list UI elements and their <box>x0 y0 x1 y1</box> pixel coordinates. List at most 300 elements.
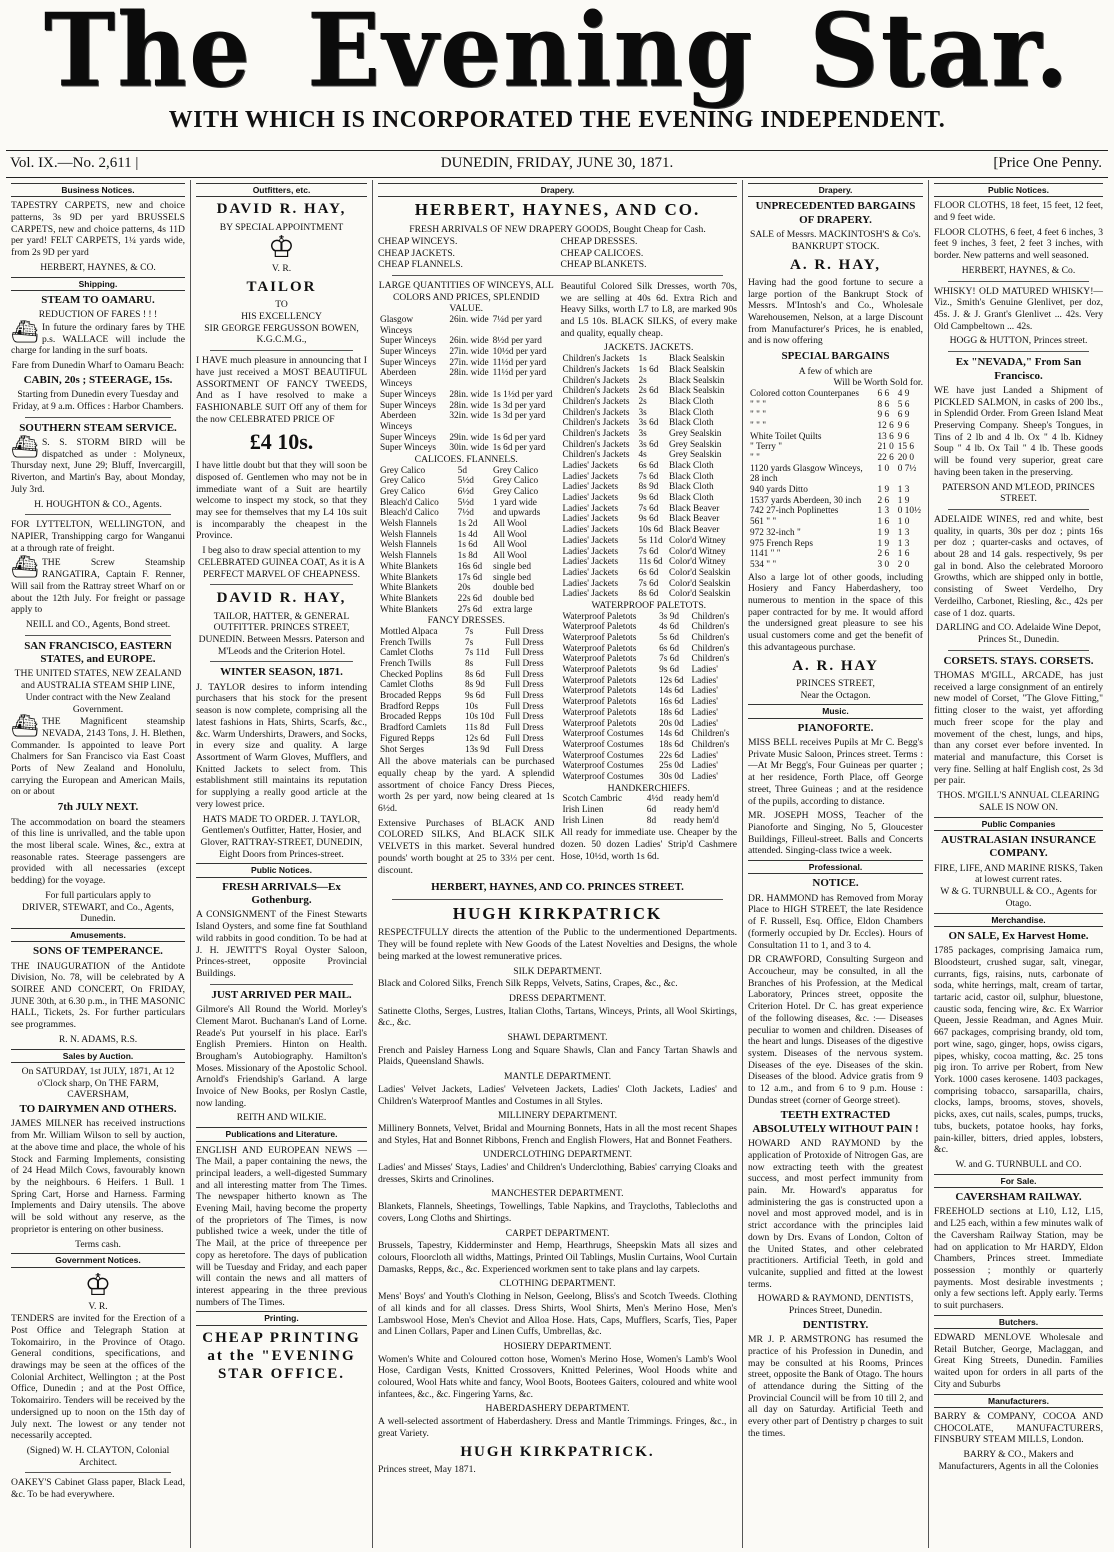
table-row <box>561 708 738 719</box>
ad-text: SALE of Messrs. MACKINTOSH'S & Co's. BANKRUPT STOCK. <box>750 229 921 252</box>
ad-text: The accommodation on board the steamers of this line is unrivalled, and the table upon the most liberal scale. Wines, &c., extra at reasonable rates. Steerage passengers are provided with all necessaries (except bedding) for the voyage. <box>11 816 185 887</box>
department-heading: HABERDASHERY DEPARTMENT. <box>485 1403 630 1415</box>
department-text: Black and Colored Silks, French Silk Repps, Velvets, Satins, Crapes, &c., &c. <box>378 978 678 990</box>
ad-heading: ON SALE, Ex Harvest Home. <box>948 929 1089 942</box>
table-cell: 9s 6d <box>638 493 659 504</box>
table-row <box>378 519 555 530</box>
table-cell: single bed <box>493 572 531 583</box>
table-cell: " " " <box>750 420 767 431</box>
table-row <box>378 540 555 551</box>
table-row <box>378 315 555 336</box>
table-row <box>748 410 923 421</box>
table-cell: Ladies' Jackets <box>562 525 619 536</box>
table-cell: Camlet Cloths <box>380 680 434 691</box>
ad-text: J. TAYLOR desires to inform intending purchasers that his stock for the present season is now complete, comprising all the latest fashions in Hats, Shirts, Scarfs, &c., &c. Warm Undershirts, Drawers, and Socks, in every size and quality. A large Assortment of Warm Gloves, Mufflers, and Knitted Jackets to select from. This establishment still maintains its reputation for supplying a really good article at the very lowest price. <box>196 681 367 810</box>
table-cell: Black Cloth <box>669 471 714 482</box>
table-cell: 8s <box>465 659 474 670</box>
ad-heading: FRESH ARRIVALS—Ex Gothenburg. <box>222 880 341 907</box>
table-cell: 1 3 <box>877 506 890 517</box>
ad-heading: JUST ARRIVED PER MAIL. <box>211 988 352 1001</box>
table-cell: Full Dress <box>505 626 544 637</box>
table-cell: 8 6 <box>877 399 890 410</box>
table-row <box>748 421 923 432</box>
table-cell: Grey Sealskin <box>669 428 722 439</box>
table-cell: All Wool <box>493 540 527 551</box>
table-cell: Black Sealskin <box>669 364 725 375</box>
table-cell: Ladies' Jackets <box>562 461 619 471</box>
ad-heading: CORSETS. STAYS. CORSETS. <box>943 654 1094 667</box>
table-cell: 11s 8d <box>465 723 490 734</box>
table-cell: White Blankets <box>380 572 438 583</box>
table-cell: 22s 6d <box>659 750 684 761</box>
section-header: Printing. <box>196 1311 367 1325</box>
departments-list <box>378 966 737 1440</box>
ad-text: WE have just Landed a Shipment of PICKLED SALMON, in casks of 200 lbs., in Splendid Order. From Green Island Meat Preserving Company. Sheep's Tongues, in Tins of 2 lb and 4 lb. Ox " 4 lb. Kidney Soup " 4 lb. Ox Tail " 4 lb. These goods will be found very superior, great care having been taken in the preserving. <box>934 384 1103 478</box>
table-cell: White Blankets <box>380 561 438 572</box>
masthead-title <box>0 0 1114 110</box>
table-cell: Ladies' Jackets <box>562 493 619 504</box>
ad-heading: DAVID R. HAY, <box>216 201 347 218</box>
ad-text: I have little doubt but that they will soon be disposed of. Gentlemen who may not be in immediate want of a Suit are heartily welcome to inspect my stock, so that they may see for themselves that my L4 10s suit is incomparably the cheapest in the Province. <box>196 460 367 542</box>
table-cell: 10½d per yard <box>492 347 547 358</box>
table-row <box>561 408 738 419</box>
table-cell: 30in. wide <box>449 443 489 454</box>
table-row <box>748 432 923 443</box>
table-cell: 742 27-inch Poplinettes <box>750 506 839 517</box>
table-cell: Full Dress <box>505 659 544 670</box>
column-1 <box>6 180 191 1548</box>
table-row <box>561 654 738 665</box>
table-cell: Black Beaver <box>669 503 720 514</box>
table-cell: Black Cloth <box>669 461 714 471</box>
table-cell: 8s 9d <box>465 680 485 691</box>
table-cell: 1 9 <box>897 495 910 506</box>
department-text: Blankets, Flannels, Sheetings, Towellings, Table Napkins, and Traycloths, Tablecloths and covers, Long Cloths and Shirtings. <box>378 1201 737 1224</box>
section-header: Public Companies <box>934 817 1103 831</box>
table-cell: 13 6 <box>877 431 894 442</box>
table-cell: 20 0 <box>897 453 915 464</box>
ad-heading: UNPRECEDENTED BARGAINS OF DRAPERY. <box>755 200 916 226</box>
table-row <box>561 450 738 461</box>
table-row <box>561 665 738 676</box>
ad-text: HOWARD AND RAYMOND by the application of Protoxide of Nitrogen Gas, are now extracting teeth with the greatest success, and most perfect immunity from pain. Mr. Howard's apparatus for administering the gas is constructed upon a novel and most approved model, and is in strict accordance with the principles laid down by Drs. Evans of London, Colton of the United States, and other celebrated practitioners. Artificial Teeth, in gold and vulcanite, supplied and fitted at the lowest terms. <box>748 1138 923 1290</box>
list-item: CHEAP JACKETS. <box>378 247 455 259</box>
ad-text: PRINCES STREET, <box>796 677 875 689</box>
table-cell: 9 6 <box>897 431 910 442</box>
section-header: Butchers. <box>934 1315 1103 1329</box>
price-text: £4 10s. <box>249 429 314 455</box>
ad-text: All ready for immediate use. Cheaper by the dozen. 50 dozen Ladies' Strip'd Cashmere Hose, 10½d, worth 1s 6d. <box>560 827 737 862</box>
table-cell: Super Winceys <box>380 400 436 411</box>
table-row <box>561 816 738 827</box>
table-row <box>561 633 738 644</box>
ad-text: V. R. <box>88 1300 108 1312</box>
table-cell: Ladies' Jackets <box>562 589 619 600</box>
ad-text: JAMES MILNER has received instructions from Mr. William Wilson to sell by auction, at the above time and place, the whole of his Stock and Farming Implements, consisting of 24 Head Milch Cows, favourably known by the neighbours. 6 Heifers. 1 Bull. 1 Spring Cart, Horse and Harness. Farming Implements and Dairy utensils. The above will be sold without any reserve, as the proprietor is entering on other business. <box>11 1118 185 1235</box>
bargains-table <box>748 389 923 571</box>
table-cell: Ladies' <box>691 761 718 772</box>
ad-text: 1785 packages, comprising Jamaica rum, Bloodsteurt, crushed sugar, salt, vinegar, currants, figs, raisins, nuts, carbonate of soda, white herrings, malt, cream of tartar, tartaric acid, castor oil, sulphur, bluestone, caustic soda, fencing wire, &c. Ex Warrior Queen, Jessie Readman, and Agnes Muir. 667 packages, comprising brandy, old tom, port wine, sago, ginger, hops, owiss cigars, pipes, whisky, cocoa matting, &c. 25 tons pig iron. To arrive per Robert, from New York. 1000 cases kerosene. 1403 packages, comprising tobacco, sarsaparilla, chairs, clocks, lamps, brooms, stoves, shovels, picks, axes, cut nails, scales, pumps, trucks, tubs, buckets, potatoe hooks, hay forks, pain-killer, bitters, dried apples, lobsters, &c. <box>934 945 1103 1156</box>
table-row <box>561 376 738 387</box>
table-cell: Full Dress <box>505 712 544 723</box>
table-row <box>748 442 923 453</box>
table-cell: Waterproof Costumes <box>562 761 644 772</box>
department-text: A well-selected assortment of Haberdashery. Dress and Mantle Trimmings. Fringes, &c., in great Variety. <box>378 1416 737 1439</box>
table-cell: Waterproof Paletots <box>562 707 637 718</box>
ad-date: 7th JULY NEXT. <box>57 801 139 814</box>
table-cell: 8s 9d <box>638 482 659 493</box>
table-cell: 7s 6d <box>659 654 679 665</box>
table-row <box>378 487 555 498</box>
table-heading: WATERPROOF PALETOTS. <box>591 599 707 611</box>
table-cell: White Blankets <box>380 604 438 615</box>
table-cell: Full Dress <box>505 701 544 712</box>
table-row <box>378 498 555 509</box>
table-cell: Color'd Sealskin <box>669 589 731 600</box>
table-cell: 1 3 <box>897 527 910 538</box>
ad-text: For full particulars apply to <box>45 889 151 901</box>
section-header: Outfitters, etc. <box>196 183 367 197</box>
ad-heading: SPECIAL BARGAINS <box>781 350 890 363</box>
table-cell: Ladies' <box>691 675 718 686</box>
table-cell: Ladies' Jackets <box>562 503 619 514</box>
table-cell: Mottled Alpaca <box>380 626 438 637</box>
table-cell: Black Cloth <box>669 396 714 407</box>
table-row <box>378 659 555 670</box>
ad-text: THOMAS M'GILL, ARCADE, has just received a large consignment of an entirely new model of Corset, "The Glove Fitting," fitting closer to the waist, yet affording much freer scope for the play and movement of the chest, lungs, and hips, than any corset ever before invented. In material and manufacture, this Corset is very fine. Selling at half English cost, 2s 3d per pair. <box>934 670 1103 787</box>
table-cell: 12 6 <box>877 420 894 431</box>
department-heading: UNDERCLOTHING DEPARTMENT. <box>482 1149 633 1161</box>
table-cell: 7s <box>465 637 474 648</box>
table-heading: LARGE QUANTITIES OF WINCEYS, ALL COLORS AND PRICES, SPLENDID VALUE. <box>378 279 554 315</box>
table-cell: 10s 6d <box>638 525 664 536</box>
table-cell: Waterproof Paletots <box>562 611 637 622</box>
ad-text: HIS EXCELLENCY <box>241 311 322 323</box>
table-cell: double bed <box>493 593 535 604</box>
table-cell: 975 French Reps <box>750 538 814 549</box>
table-row <box>561 761 738 772</box>
table-cell: 1 0 <box>897 517 910 528</box>
table-cell: Full Dress <box>505 637 544 648</box>
cheap-goods-right <box>561 236 738 271</box>
table-cell: 7s 6d <box>638 578 659 589</box>
table-cell: Children's <box>691 739 730 750</box>
table-cell: Children's Jackets <box>562 450 630 461</box>
table-cell: 6 6 <box>877 388 890 399</box>
table-cell: Full Dress <box>505 669 544 680</box>
table-cell: 6d <box>646 805 657 816</box>
table-row <box>561 568 738 579</box>
table-row <box>378 702 555 713</box>
table-cell: Super Winceys <box>380 432 436 443</box>
table-row <box>748 453 923 464</box>
ad-text: THE Magnificent steamship NEVADA, 2143 Tons, J. H. Blethen, Commander. Is appointed to leave Port Chalmers for San Francisco via East Coast Ports of New Zealand and Honolulu, carrying the European and American Mails, on or about <box>11 716 185 798</box>
ad-heading: SOUTHERN STEAM SERVICE. <box>19 421 177 434</box>
table-cell: 2s <box>638 375 647 386</box>
column-5 <box>929 180 1108 1548</box>
table-row <box>748 560 923 571</box>
table-cell: Figured Repps <box>380 733 435 744</box>
table-row <box>378 712 555 723</box>
table-cell: 12s 6d <box>465 733 490 744</box>
table-row <box>748 496 923 507</box>
table-cell: Grey Sealskin <box>669 439 722 450</box>
ship-icon: ⛴ <box>11 435 39 461</box>
department-text: Millinery Bonnets, Velvet, Bridal and Mourning Bonnets, Hats in all the most recent Shapes and Styles, Hat and Bonnet Ribbons, French and English Flowers, Hat and Bonnet Feathers. <box>378 1122 737 1146</box>
table-cell: Camlet Cloths <box>380 648 434 659</box>
table-row <box>561 547 738 558</box>
table-cell: 1537 yards Aberdeen, 30 inch <box>750 495 862 506</box>
table-cell: 16s 6d <box>457 561 483 572</box>
table-cell: 561 " " <box>750 517 777 528</box>
table-cell: 3 0 <box>877 559 890 570</box>
ad-heading: PIANOFORTE. <box>797 721 874 734</box>
table-cell: Bradford Camlets <box>380 723 447 734</box>
table-cell: Ladies' <box>691 718 718 729</box>
table-cell: Color'd Witney <box>669 535 726 546</box>
table-cell: Brocaded Repps <box>380 712 442 723</box>
ad-heading: CABIN, 20s ; STEERAGE, 15s. <box>23 373 173 386</box>
ad-heading: TO DAIRYMEN AND OTHERS. <box>19 1103 177 1116</box>
table-cell: Aberdeen Winceys <box>380 368 417 390</box>
table-cell: 10s <box>465 701 478 712</box>
table-cell: 6 9 <box>897 410 910 421</box>
table-row <box>378 723 555 734</box>
ad-heading: SAN FRANCISCO, EASTERN STATES, and EUROPE. <box>24 639 172 666</box>
ad-date: Princes street, May 1871. <box>378 1463 476 1475</box>
table-cell: Ladies' <box>691 707 718 718</box>
table-cell: Irish Linen <box>562 815 604 826</box>
table-cell: 0 7½ <box>897 463 917 474</box>
table-row <box>378 443 555 454</box>
ad-signature: HOGG & HUTTON, Princes street. <box>949 335 1088 347</box>
table-row <box>561 461 738 472</box>
table-cell: Full Dress <box>505 733 544 744</box>
table-cell: 1 6 <box>897 549 910 560</box>
ad-text: Terms cash. <box>75 1238 121 1250</box>
table-cell: 11s 6d <box>638 557 663 568</box>
table-cell: Full Dress <box>505 744 544 755</box>
section-header: Professional. <box>748 860 923 874</box>
table-cell: 7s 6d <box>638 471 659 482</box>
table-cell: 27in. wide <box>449 357 489 368</box>
table-cell: French Twills <box>380 637 432 648</box>
table-cell: Ladies' <box>691 750 718 761</box>
table-row <box>378 594 555 605</box>
table-row <box>561 365 738 376</box>
table-cell: 5s 11d <box>638 535 663 546</box>
table-cell: 3s <box>638 407 647 418</box>
department-heading: HOSIERY DEPARTMENT. <box>503 1340 612 1352</box>
department-heading: DRESS DEPARTMENT. <box>509 992 606 1004</box>
ad-signature: HERBERT, HAYNES, & Co. <box>961 264 1076 276</box>
table-row <box>561 525 738 536</box>
table-row <box>561 729 738 740</box>
table-cell: Welsh Flannels <box>380 529 437 540</box>
section-header: Shipping. <box>11 277 185 291</box>
table-cell: 9s 6d <box>465 691 485 702</box>
table-cell: Ladies' Jackets <box>562 535 619 546</box>
ad-text: THE Screw Steamship RANGATIRA, Captain F. Renner, Will sail from the Rattray street Wharf on or about the 12th July. For freight or passage apply to <box>11 557 185 616</box>
ad-subheading: THE UNITED STATES, NEW ZEALAND and AUSTRALIA STEAM SHIP LINE, Under contract with the New Zealand Government. <box>14 668 182 715</box>
table-cell: Checked Poplins <box>380 669 443 680</box>
ad-heading: TEETH EXTRACTED ABSOLUTELY WITHOUT PAIN ! <box>752 1109 919 1135</box>
table-row <box>748 517 923 528</box>
table-cell: 8s 6d <box>465 669 485 680</box>
table-row <box>561 589 738 600</box>
ship-icon: ⛴ <box>11 555 39 581</box>
table-cell: 16s 6d <box>659 697 684 708</box>
table-row <box>378 648 555 659</box>
table-row <box>378 691 555 702</box>
department-text: French and Paisley Harness Long and Square Shawls, Clan and Fancy Tartan Shawls and Plaids, Queensland Shawls. <box>378 1044 737 1068</box>
ad-signature: REITH AND WILKIE. <box>236 1112 327 1124</box>
table-row <box>561 751 738 762</box>
table-heading: CALICOES. FLANNELS. <box>414 453 518 465</box>
table-cell: 28in. wide <box>449 389 489 400</box>
table-cell: 7s <box>465 626 474 637</box>
table-cell: 30s 0d <box>659 771 684 782</box>
table-cell: 1 9 <box>877 485 890 496</box>
table-heading: FANCY DRESSES. <box>427 615 505 627</box>
table-cell: Color'd Witney <box>669 546 726 557</box>
section-header: Drapery. <box>378 183 737 197</box>
table-row <box>561 418 738 429</box>
table-row <box>561 622 738 633</box>
table-cell: Aberdeen Winceys <box>380 411 417 432</box>
ad-text: All the above materials can be purchased equally cheap by the yard. A splendid assortment of choice Fancy Dress Pieces, worth 2s per yard, now being cleared at 1s 6½d. <box>378 756 555 815</box>
table-cell: 972 32-inch " <box>750 527 801 538</box>
table-cell: 2 0 <box>897 559 910 570</box>
table-cell: 5½d <box>457 476 474 487</box>
table-cell: 27s 6d <box>457 604 483 615</box>
table-cell: 5s 6d <box>659 633 679 644</box>
column-3 <box>373 180 743 1548</box>
table-cell: Glasgow Winceys <box>380 315 414 336</box>
table-cell: Children's Jackets <box>562 439 630 450</box>
table-cell: 4s <box>638 450 647 461</box>
table-cell: Children's <box>691 643 730 654</box>
ad-text: WHISKY! OLD MATURED WHISKY!—Viz., Smith's Genuine Glenlivet, per doz, 45s. J. & J. Grant's Glenlivet ... 42s. Very Old Campbeltown ... 42s. <box>934 285 1103 332</box>
table-cell: 0 10½ <box>897 506 921 517</box>
table-cell: 7s 11d <box>465 648 490 659</box>
table-row <box>378 562 555 573</box>
dateline <box>6 150 1108 178</box>
table-cell: 27in. wide <box>449 347 489 358</box>
ad-text: V. R. <box>271 263 292 275</box>
table-row <box>561 794 738 805</box>
table-row <box>378 411 555 432</box>
table-cell: 940 yards Ditto <box>750 485 808 496</box>
table-cell: Waterproof Paletots <box>562 697 637 708</box>
table-cell: 4s 6d <box>659 622 679 633</box>
table-cell: Children's Jackets <box>562 386 630 397</box>
ad-heading: HERBERT, HAYNES, AND CO. <box>414 200 701 220</box>
table-cell: Ladies' Jackets <box>562 546 619 557</box>
royal-crest-icon: ♔ <box>268 231 295 265</box>
section-header: Public Notices. <box>196 863 367 877</box>
table-cell: Children's <box>691 622 730 633</box>
table-row <box>561 536 738 547</box>
table-cell: 1 6 <box>877 517 890 528</box>
ad-text: EDWARD MENLOVE Wholesale and Retail Butcher, George, Maclaggan, and Great King Streets, Dunedin. Families waited upon for orders in all parts of the City and Suburbs <box>934 1332 1103 1390</box>
table-cell: 18s 6d <box>659 707 684 718</box>
cheap-goods-left <box>378 236 555 271</box>
department-text: Mens' Boys' and Youth's Clothing in Nelson, Geelong, Bliss's and Scotch Tweeds. Clothing of all kinds and for all classes. Dress Shirts, Wool Shirts, Men's Merino Hose, Men's Lambswool Hose, Men's Cheviot and Alloa Hose. Hats, Caps, Mufflers, Scarfs, Ties, Paper and Linen Collars, Paper and Linen Cuffs, Umbrellas, &c. <box>378 1291 737 1338</box>
ad-heading: A. R. HAY, <box>790 256 881 273</box>
table-cell: Full Dress <box>505 680 544 691</box>
table-cell: 9 6 <box>877 410 890 421</box>
table-cell: 8½d per yard <box>492 336 542 347</box>
table-cell: Children's Jackets <box>562 428 630 439</box>
ad-text: DR CRAWFORD, Consulting Surgeon and Accoucheur, may be consulted, in all the Branches of his Profession, at the Medical Laboratory, Princes street, opposite the Criterion Hotel. Dr C. has great experience of the following diseases, &c. :— Diseases peculiar to women and children. Diseases of the heart and lungs. Diseases of the digestive system. Diseases of the nervous system. Diseases of the eye. Diseases of the skin. Diseases of the blood. Advice gratis from 9 to 12 a.m., and from 6 to 9 p.m. House : Dundas street (corner of George street). <box>748 954 923 1106</box>
winceys-table <box>378 315 555 454</box>
ad-text: THOS. M'GILL'S ANNUAL CLEARING SALE IS NOW ON. <box>937 790 1100 813</box>
table-cell: 25s 0d <box>659 761 684 772</box>
table-cell: Black Cloth <box>669 482 714 493</box>
table-cell: Grey Calico <box>493 476 539 487</box>
table-cell: 4 9 <box>897 388 910 399</box>
ad-signature: HATS MADE TO ORDER. J. TAYLOR, Gentlemen's Outfitter, Hatter, Hosier, and Glover, RATTRAY-STREET, DUNEDIN, Eight Doors from Princes-street. <box>200 813 363 860</box>
table-cell: Welsh Flannels <box>380 551 437 562</box>
ad-signature: W & G. TURNBULL & CO., Agents for Otago. <box>940 886 1097 909</box>
department-heading: MANTLE DEPARTMENT. <box>503 1071 612 1083</box>
table-cell: Black Sealskin <box>669 354 725 365</box>
ship-icon: ⛴ <box>11 714 39 740</box>
table-cell: 2 6 <box>877 549 890 560</box>
table-cell: Waterproof Paletots <box>562 633 637 644</box>
jackets-table <box>561 354 738 600</box>
table-cell: 2 6 <box>877 495 890 506</box>
section-header: Drapery. <box>748 183 923 197</box>
table-cell: 7s 6d <box>638 546 659 557</box>
table-cell: Bradford Repps <box>380 701 440 712</box>
table-row <box>748 485 923 496</box>
list-item: CHEAP CALICOES. <box>560 247 644 259</box>
table-cell: Waterproof Paletots <box>562 654 637 665</box>
issue-price: [Price One Penny. <box>993 155 1102 171</box>
table-cell: 1s 4d <box>457 529 478 540</box>
table-cell: 1s 1½d per yard <box>492 389 553 400</box>
columns <box>6 180 1108 1548</box>
table-cell: All Wool <box>493 551 527 562</box>
table-cell: Color'd Sealskin <box>669 567 731 578</box>
masthead-word-star: Star. <box>809 0 1071 110</box>
list-item: CHEAP DRESSES. <box>560 235 638 247</box>
ad-text: Will be Worth Sold for. <box>833 377 923 389</box>
table-cell: 14s 6d <box>659 686 684 697</box>
table-cell: 1 0 <box>877 463 890 474</box>
table-row <box>561 504 738 515</box>
table-cell: extra large <box>493 604 533 615</box>
table-cell: 1120 yards Glasgow Winceys, 28 inch <box>750 463 863 485</box>
table-row <box>561 557 738 568</box>
ad-signature: NEILL and CO., Agents, Bond street. <box>25 618 171 630</box>
table-cell: Full Dress <box>505 723 544 734</box>
ad-text: BY SPECIAL APPOINTMENT <box>219 221 344 233</box>
table-row <box>561 493 738 504</box>
department-text: Satinette Cloths, Serges, Lustres, Italian Cloths, Tartans, Winceys, Prints, all Wool Skirtings, &c., &c. <box>378 1005 737 1029</box>
table-cell: Children's Jackets <box>562 418 630 429</box>
issue-date: DUNEDIN, FRIDAY, JUNE 30, 1871. <box>440 155 674 171</box>
table-cell: 1s <box>638 354 647 365</box>
table-cell: Children's Jackets <box>562 407 630 418</box>
table-cell: White Blankets <box>380 583 438 594</box>
section-header: Amusements. <box>11 928 185 942</box>
department-text: Ladies' and Misses' Stays, Ladies' and Children's Underclothing, Babies' carrying Cloaks and dresses, Skirts and Crinolines. <box>378 1162 737 1185</box>
table-cell: " " <box>750 453 760 464</box>
ad-text: FRESH ARRIVALS OF NEW DRAPERY GOODS, Bought Cheap for Cash. <box>409 224 706 236</box>
